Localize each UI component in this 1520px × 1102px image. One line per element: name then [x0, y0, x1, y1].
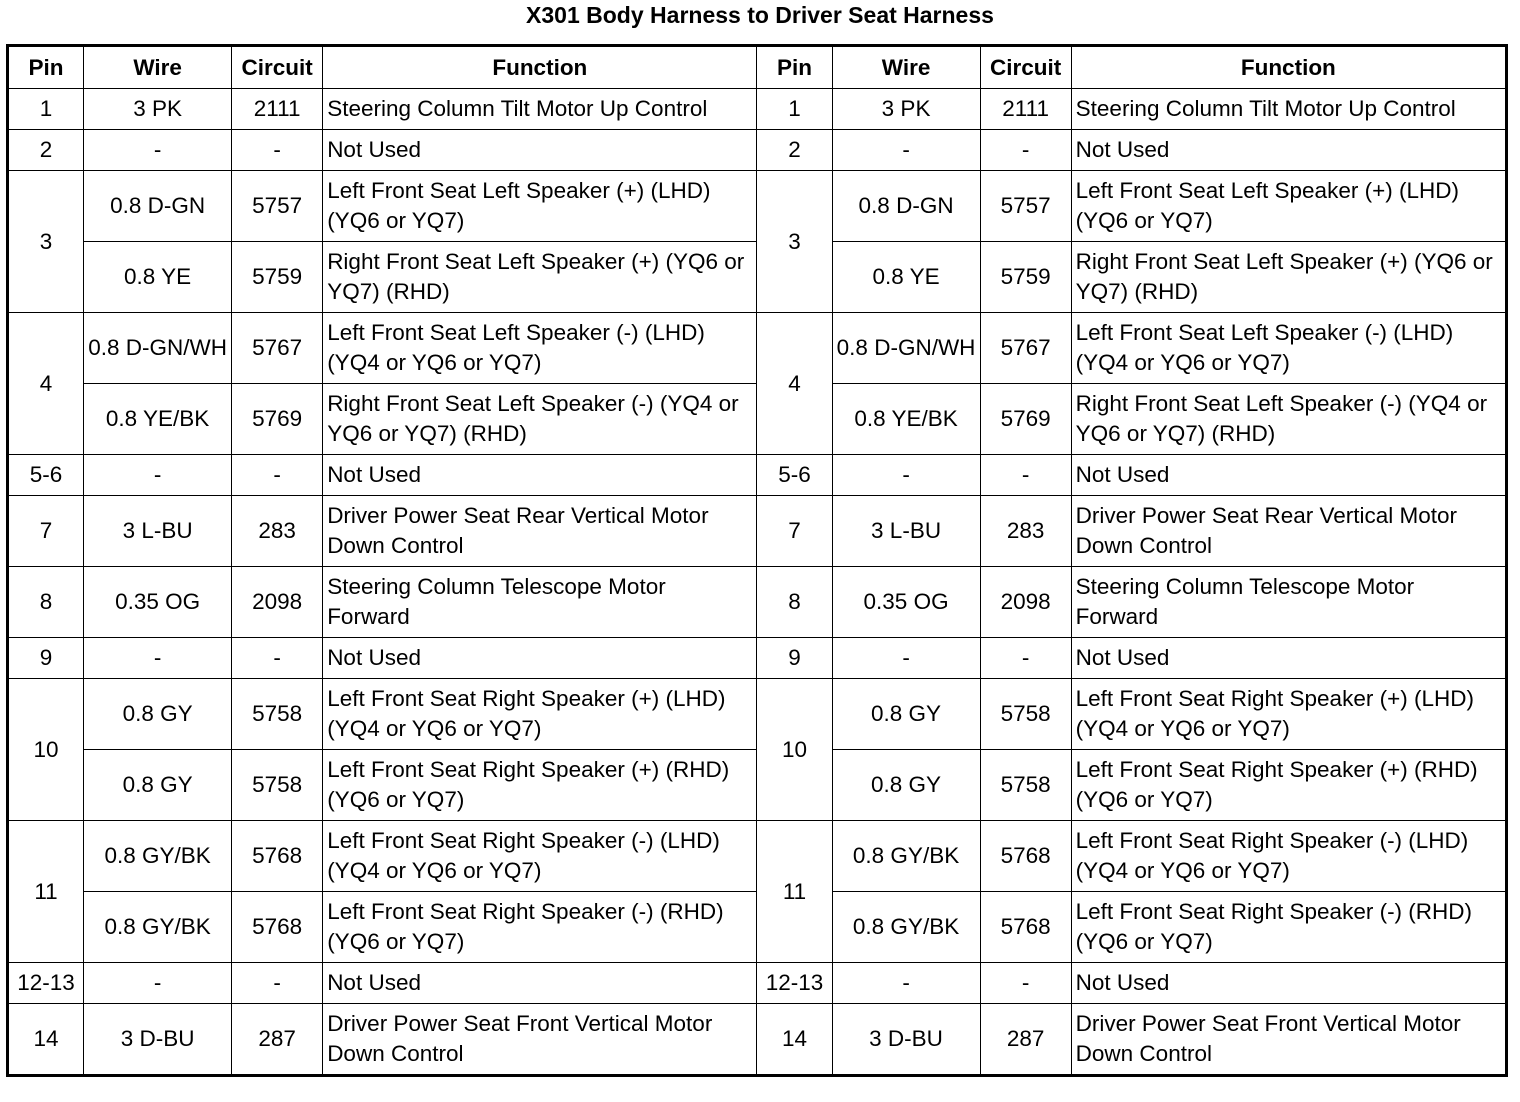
cell-circuit: -	[232, 130, 323, 171]
cell-wire: -	[84, 638, 232, 679]
cell-wire: -	[832, 963, 980, 1004]
cell-circuit: 5767	[232, 313, 323, 384]
table-row	[8, 496, 1507, 567]
cell-wire: 0.8 D-GN	[84, 171, 232, 242]
cell-circuit: -	[980, 963, 1071, 1004]
table-row	[8, 1004, 1507, 1076]
cell-pin: 4	[757, 313, 832, 455]
table-row	[8, 313, 1507, 384]
cell-wire: -	[832, 455, 980, 496]
cell-circuit: 5768	[232, 892, 323, 963]
cell-function: Left Front Seat Right Speaker (+) (RHD) (YQ6 or YQ7)	[1071, 750, 1506, 821]
table-row	[8, 679, 1507, 750]
cell-circuit: 5759	[980, 242, 1071, 313]
cell-wire: 0.8 GY/BK	[84, 892, 232, 963]
cell-wire: 0.8 GY/BK	[832, 821, 980, 892]
cell-wire: 3 L-BU	[832, 496, 980, 567]
table-row	[8, 89, 1507, 130]
cell-circuit: -	[232, 963, 323, 1004]
cell-wire: 3 D-BU	[84, 1004, 232, 1076]
cell-circuit: 5758	[980, 750, 1071, 821]
cell-function: Driver Power Seat Rear Vertical Motor Down Control	[1071, 496, 1506, 567]
cell-function: Left Front Seat Right Speaker (+) (LHD) (YQ4 or YQ6 or YQ7)	[1071, 679, 1506, 750]
cell-function: Not Used	[1071, 638, 1506, 679]
cell-wire: 0.8 YE/BK	[832, 384, 980, 455]
header-wire: Wire	[84, 46, 232, 89]
cell-circuit: 2111	[980, 89, 1071, 130]
cell-wire: 0.8 GY	[84, 750, 232, 821]
table-row	[8, 638, 1507, 679]
cell-pin: 12-13	[757, 963, 832, 1004]
cell-pin: 3	[8, 171, 84, 313]
cell-circuit: 5758	[232, 679, 323, 750]
cell-circuit: 2111	[232, 89, 323, 130]
header-pin: Pin	[757, 46, 832, 89]
cell-circuit: 5759	[232, 242, 323, 313]
cell-pin: 11	[757, 821, 832, 963]
cell-wire: 0.8 D-GN	[832, 171, 980, 242]
cell-pin: 11	[8, 821, 84, 963]
cell-circuit: 283	[980, 496, 1071, 567]
cell-wire: 0.8 GY	[832, 750, 980, 821]
cell-function: Left Front Seat Right Speaker (-) (RHD) (YQ6 or YQ7)	[323, 892, 757, 963]
cell-wire: -	[84, 455, 232, 496]
cell-wire: 0.8 D-GN/WH	[832, 313, 980, 384]
cell-function: Steering Column Telescope Motor Forward	[323, 567, 757, 638]
header-pin: Pin	[8, 46, 84, 89]
cell-pin: 8	[8, 567, 84, 638]
cell-function: Driver Power Seat Front Vertical Motor Down Control	[1071, 1004, 1506, 1076]
cell-function: Not Used	[323, 638, 757, 679]
cell-function: Steering Column Tilt Motor Up Control	[1071, 89, 1506, 130]
cell-wire: -	[832, 638, 980, 679]
cell-circuit: -	[232, 638, 323, 679]
cell-wire: 0.35 OG	[84, 567, 232, 638]
cell-function: Not Used	[1071, 130, 1506, 171]
cell-function: Not Used	[323, 130, 757, 171]
cell-circuit: 5768	[232, 821, 323, 892]
cell-wire: 0.35 OG	[832, 567, 980, 638]
cell-pin: 10	[8, 679, 84, 821]
cell-function: Not Used	[323, 963, 757, 1004]
table-row	[8, 171, 1507, 242]
cell-circuit: -	[980, 638, 1071, 679]
cell-function: Left Front Seat Left Speaker (-) (LHD) (YQ4 or YQ6 or YQ7)	[323, 313, 757, 384]
cell-wire: 0.8 YE/BK	[84, 384, 232, 455]
cell-function: Not Used	[323, 455, 757, 496]
header-function: Function	[323, 46, 757, 89]
table-row	[8, 567, 1507, 638]
cell-function: Left Front Seat Right Speaker (+) (RHD) (YQ6 or YQ7)	[323, 750, 757, 821]
cell-wire: -	[832, 130, 980, 171]
cell-pin: 2	[757, 130, 832, 171]
cell-wire: 3 D-BU	[832, 1004, 980, 1076]
table-row	[8, 963, 1507, 1004]
cell-function: Right Front Seat Left Speaker (+) (YQ6 or YQ7) (RHD)	[1071, 242, 1506, 313]
cell-function: Right Front Seat Left Speaker (-) (YQ4 or YQ6 or YQ7) (RHD)	[323, 384, 757, 455]
cell-wire: -	[84, 963, 232, 1004]
cell-pin: 7	[757, 496, 832, 567]
cell-function: Driver Power Seat Front Vertical Motor Down Control	[323, 1004, 757, 1076]
cell-function: Left Front Seat Right Speaker (-) (LHD) (YQ4 or YQ6 or YQ7)	[1071, 821, 1506, 892]
table-body	[8, 89, 1507, 1076]
cell-wire: 0.8 GY/BK	[84, 821, 232, 892]
cell-circuit: 2098	[232, 567, 323, 638]
header-wire: Wire	[832, 46, 980, 89]
cell-circuit: -	[980, 455, 1071, 496]
cell-circuit: 5758	[232, 750, 323, 821]
cell-function: Left Front Seat Right Speaker (-) (LHD) (YQ4 or YQ6 or YQ7)	[323, 821, 757, 892]
cell-function: Right Front Seat Left Speaker (-) (YQ4 or YQ6 or YQ7) (RHD)	[1071, 384, 1506, 455]
table-row	[8, 130, 1507, 171]
table-row	[8, 821, 1507, 892]
cell-circuit: -	[232, 455, 323, 496]
cell-circuit: 5769	[980, 384, 1071, 455]
cell-wire: 0.8 GY	[832, 679, 980, 750]
cell-wire: 0.8 YE	[84, 242, 232, 313]
cell-wire: 0.8 GY/BK	[832, 892, 980, 963]
connector-table	[6, 44, 1508, 1077]
cell-pin: 14	[8, 1004, 84, 1076]
cell-function: Left Front Seat Left Speaker (-) (LHD) (YQ4 or YQ6 or YQ7)	[1071, 313, 1506, 384]
cell-pin: 9	[8, 638, 84, 679]
cell-wire: 3 PK	[832, 89, 980, 130]
cell-pin: 9	[757, 638, 832, 679]
cell-pin: 7	[8, 496, 84, 567]
cell-wire: -	[84, 130, 232, 171]
cell-circuit: -	[980, 130, 1071, 171]
header-circuit: Circuit	[980, 46, 1071, 89]
cell-circuit: 5768	[980, 892, 1071, 963]
cell-function: Driver Power Seat Rear Vertical Motor Down Control	[323, 496, 757, 567]
cell-circuit: 287	[232, 1004, 323, 1076]
cell-wire: 0.8 YE	[832, 242, 980, 313]
header-row	[8, 46, 1507, 89]
cell-wire: 0.8 GY	[84, 679, 232, 750]
cell-circuit: 5758	[980, 679, 1071, 750]
header-function: Function	[1071, 46, 1506, 89]
cell-pin: 4	[8, 313, 84, 455]
cell-circuit: 287	[980, 1004, 1071, 1076]
cell-pin: 5-6	[8, 455, 84, 496]
cell-pin: 14	[757, 1004, 832, 1076]
cell-function: Not Used	[1071, 963, 1506, 1004]
cell-function: Steering Column Tilt Motor Up Control	[323, 89, 757, 130]
cell-function: Left Front Seat Right Speaker (+) (LHD) (YQ4 or YQ6 or YQ7)	[323, 679, 757, 750]
cell-circuit: 283	[232, 496, 323, 567]
cell-wire: 0.8 D-GN/WH	[84, 313, 232, 384]
cell-function: Left Front Seat Right Speaker (-) (RHD) (YQ6 or YQ7)	[1071, 892, 1506, 963]
cell-circuit: 5757	[980, 171, 1071, 242]
cell-function: Left Front Seat Left Speaker (+) (LHD) (YQ6 or YQ7)	[1071, 171, 1506, 242]
cell-pin: 3	[757, 171, 832, 313]
cell-wire: 3 PK	[84, 89, 232, 130]
cell-pin: 10	[757, 679, 832, 821]
table-row	[8, 455, 1507, 496]
cell-function: Steering Column Telescope Motor Forward	[1071, 567, 1506, 638]
cell-pin: 2	[8, 130, 84, 171]
cell-circuit: 5757	[232, 171, 323, 242]
cell-circuit: 5768	[980, 821, 1071, 892]
cell-pin: 8	[757, 567, 832, 638]
page-title: X301 Body Harness to Driver Seat Harness	[526, 2, 994, 28]
cell-pin: 1	[8, 89, 84, 130]
cell-circuit: 2098	[980, 567, 1071, 638]
cell-circuit: 5769	[232, 384, 323, 455]
cell-pin: 12-13	[8, 963, 84, 1004]
cell-wire: 3 L-BU	[84, 496, 232, 567]
header-circuit: Circuit	[232, 46, 323, 89]
cell-pin: 1	[757, 89, 832, 130]
cell-function: Not Used	[1071, 455, 1506, 496]
cell-function: Right Front Seat Left Speaker (+) (YQ6 or YQ7) (RHD)	[323, 242, 757, 313]
cell-circuit: 5767	[980, 313, 1071, 384]
cell-function: Left Front Seat Left Speaker (+) (LHD) (YQ6 or YQ7)	[323, 171, 757, 242]
cell-pin: 5-6	[757, 455, 832, 496]
